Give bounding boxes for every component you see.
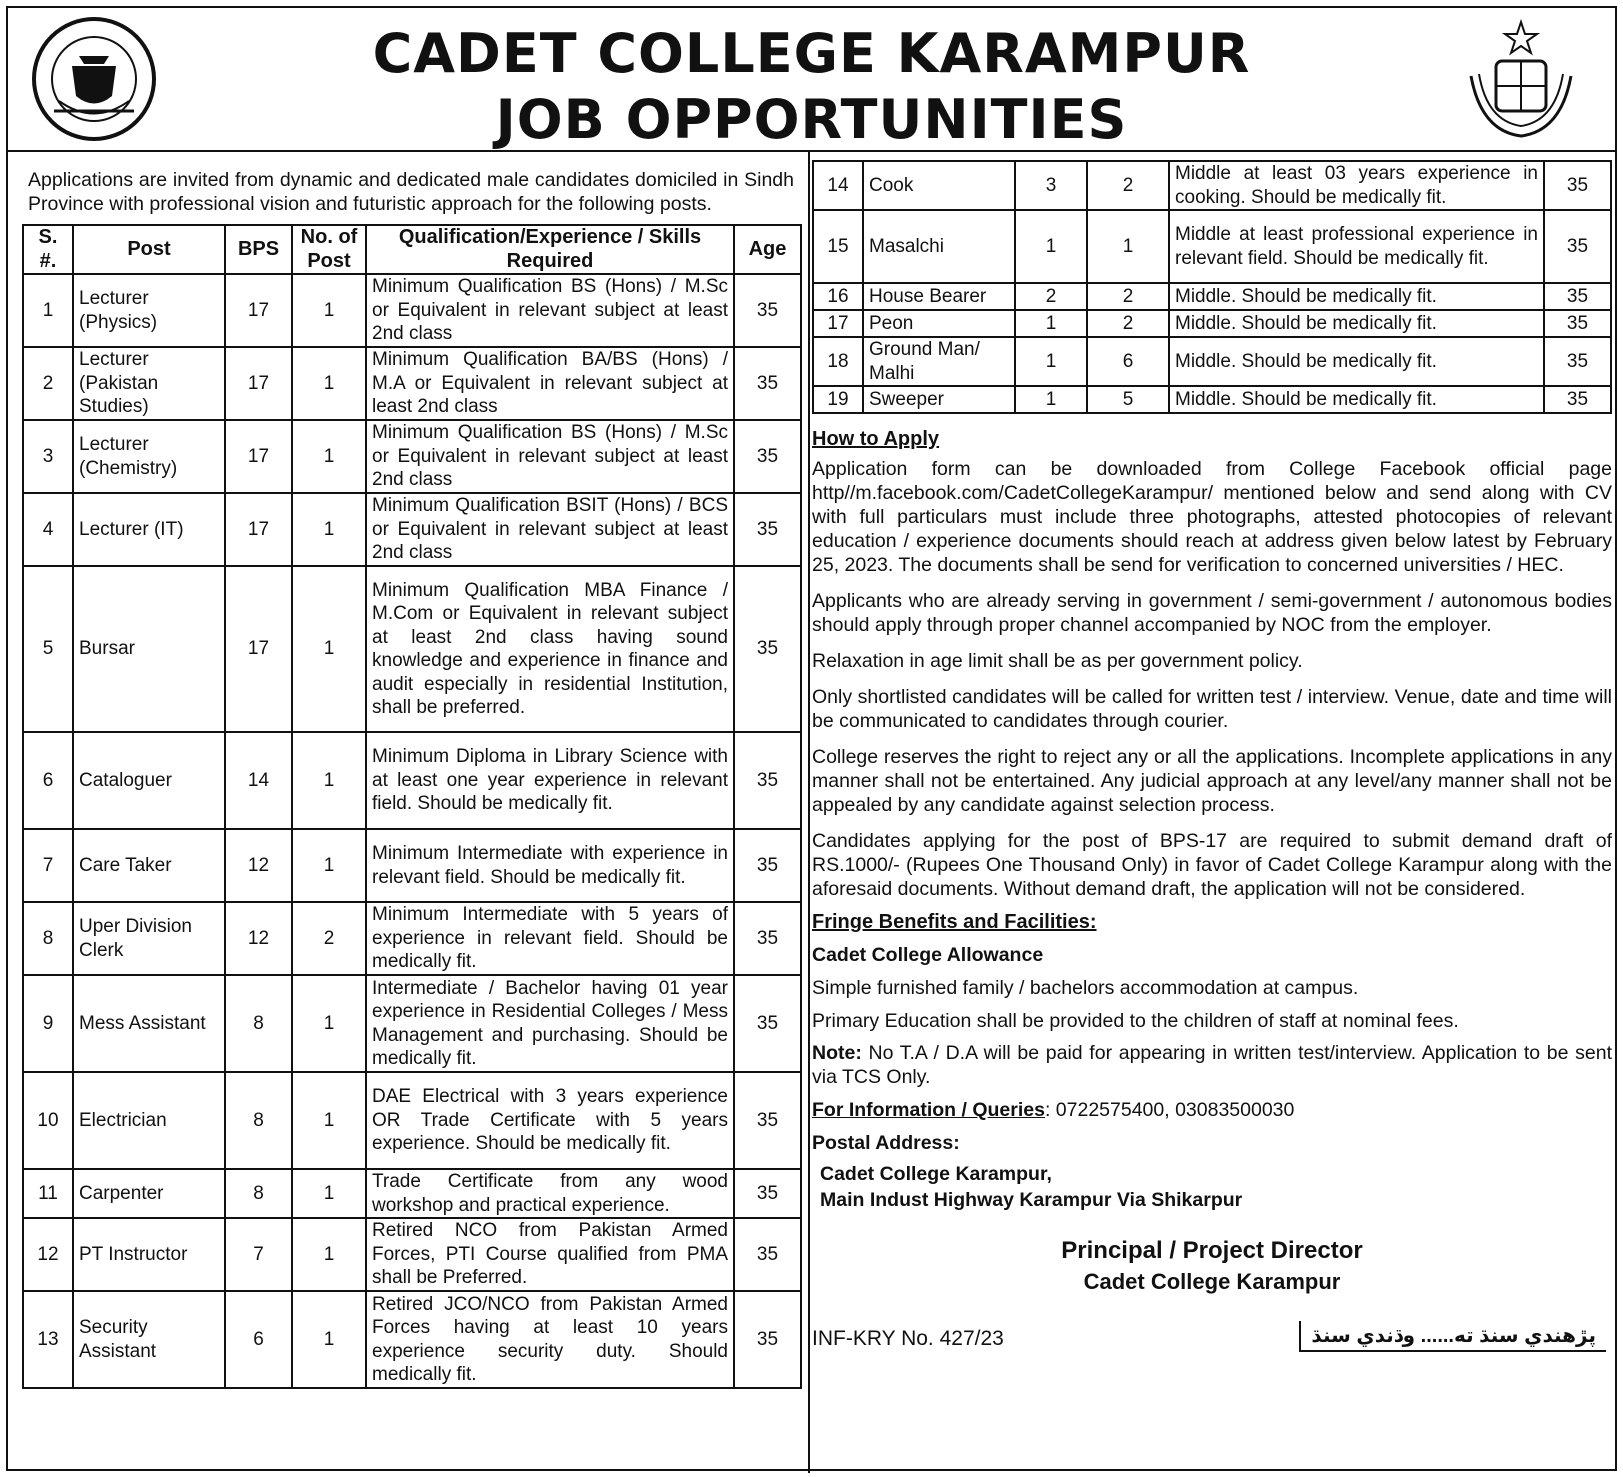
serial-number-cell: 19 — [813, 386, 863, 413]
jobs-table-left — [22, 224, 802, 1389]
postal-address-label: Postal Address: — [812, 1132, 960, 1154]
age-cell: 35 — [734, 829, 801, 902]
table-row — [813, 161, 1611, 210]
how-to-apply-title: How to Apply — [812, 428, 940, 450]
header — [8, 8, 1615, 152]
bps-cell: 1 — [1015, 337, 1087, 386]
serial-number-cell: 2 — [23, 347, 73, 420]
page-title: CADET COLLEGE KARAMPUR — [372, 22, 1251, 85]
number-of-posts-cell: 1 — [292, 274, 366, 347]
serial-number-cell: 8 — [23, 902, 73, 975]
age-cell: 35 — [1544, 337, 1611, 386]
qualification-cell: Middle at least professional experience in relevant field. Should be medically fit. — [1169, 210, 1544, 283]
table-row — [23, 1291, 801, 1388]
table-row — [23, 493, 801, 566]
number-of-posts-cell: 2 — [292, 902, 366, 975]
table-row — [813, 210, 1611, 283]
number-of-posts-cell: 5 — [1087, 386, 1169, 413]
post-cell: Masalchi — [863, 210, 1015, 283]
bps-cell: 8 — [225, 1169, 292, 1218]
information-line — [812, 1099, 1612, 1122]
number-of-posts-cell: 2 — [1087, 161, 1169, 210]
bps-cell: 17 — [225, 274, 292, 347]
table-row — [23, 347, 801, 420]
number-of-posts-cell: 6 — [1087, 337, 1169, 386]
reference-number: INF-KRY No. 427/23 — [812, 1327, 1004, 1350]
bps-cell: 17 — [225, 566, 292, 732]
note-label: Note: — [812, 1042, 862, 1064]
serial-number-cell: 13 — [23, 1291, 73, 1388]
col-header-num: No. of Post — [292, 225, 366, 274]
serial-number-cell: 1 — [23, 274, 73, 347]
age-cell: 35 — [1544, 161, 1611, 210]
fringe-item-education: Primary Education shall be provided to the children of staff at nominal fees. — [812, 1010, 1459, 1032]
age-cell: 35 — [734, 1291, 801, 1388]
apply-paragraph-3: Relaxation in age limit shall be as per government policy. — [812, 650, 1303, 672]
post-cell: Cook — [863, 161, 1015, 210]
number-of-posts-cell: 1 — [292, 732, 366, 829]
bps-cell: 7 — [225, 1218, 292, 1291]
qualification-cell: Middle. Should be medically fit. — [1169, 386, 1544, 413]
qualification-cell: Middle at least 03 years experience in cooking. Should be medically fit. — [1169, 161, 1544, 210]
qualification-cell: Minimum Intermediate with experience in relevant field. Should be medically fit. — [366, 829, 734, 902]
allowance-heading: Cadet College Allowance — [812, 944, 1044, 966]
signatory-org: Cadet College Karampur — [1083, 1269, 1341, 1294]
apply-paragraph-2: Applicants who are already serving in government / semi-government / autonomous bodies should apply through proper channel accompanied by NOC from the employer. — [812, 590, 1612, 636]
qualification-cell: DAE Electrical with 3 years experience OR Trade Certificate with 5 years experience. Should be medically fit. — [366, 1072, 734, 1169]
age-cell: 35 — [1544, 210, 1611, 283]
number-of-posts-cell: 1 — [292, 420, 366, 493]
qualification-cell: Middle. Should be medically fit. — [1169, 310, 1544, 337]
bps-cell: 17 — [225, 347, 292, 420]
post-cell: Sweeper — [863, 386, 1015, 413]
post-cell: Ground Man/ Malhi — [863, 337, 1015, 386]
age-cell: 35 — [734, 274, 801, 347]
serial-number-cell: 6 — [23, 732, 73, 829]
serial-number-cell: 3 — [23, 420, 73, 493]
table-row — [23, 732, 801, 829]
age-cell: 35 — [734, 566, 801, 732]
qualification-cell: Middle. Should be medically fit. — [1169, 337, 1544, 386]
table-row — [23, 902, 801, 975]
page-subtitle: JOB OPPORTUNITIES — [495, 88, 1128, 151]
table-header-row — [23, 225, 801, 274]
apply-paragraph-4: Only shortlisted candidates will be called for written test / interview. Venue, date and time will be communicated to candidates through courier. — [812, 686, 1612, 732]
jobs-table-right — [812, 160, 1612, 414]
post-cell: House Bearer — [863, 283, 1015, 310]
apply-paragraph-6: Candidates applying for the post of BPS-17 are required to submit demand draft of RS.1000/- (Rupees One Thousand Only) in favor of Cadet College Karampur along with the aforesaid documents. Without demand draft, the application will not be considered. — [812, 830, 1612, 900]
apply-paragraph-5: College reserves the right to reject any or all the applications. Incomplete applications in any manner shall not be entertained. Any judicial approach at any level/any manner shall not be appealed by any candidate against selection process. — [812, 746, 1612, 816]
qualification-cell: Minimum Qualification BA/BS (Hons) / M.A or Equivalent in relevant subject at least 2nd class — [366, 347, 734, 420]
post-cell: Lecturer (Pakistan Studies) — [73, 347, 225, 420]
number-of-posts-cell: 1 — [292, 566, 366, 732]
number-of-posts-cell: 1 — [292, 493, 366, 566]
bps-cell: 8 — [225, 975, 292, 1072]
table-row — [23, 566, 801, 732]
qualification-cell: Retired JCO/NCO from Pakistan Armed Forces having at least 10 years experience security duty. Should medically fit. — [366, 1291, 734, 1388]
post-cell: Lecturer (Chemistry) — [73, 420, 225, 493]
table-row — [23, 975, 801, 1072]
table-row — [23, 1169, 801, 1218]
table-row — [23, 829, 801, 902]
signature-block — [812, 1237, 1612, 1295]
age-cell: 35 — [734, 1169, 801, 1218]
post-cell: Care Taker — [73, 829, 225, 902]
serial-number-cell: 16 — [813, 283, 863, 310]
bps-cell: 3 — [1015, 161, 1087, 210]
number-of-posts-cell: 1 — [292, 1218, 366, 1291]
bps-cell: 1 — [1015, 210, 1087, 283]
number-of-posts-cell: 1 — [292, 1072, 366, 1169]
information-numbers: : 0722575400, 03083500030 — [1044, 1099, 1295, 1121]
bps-cell: 8 — [225, 1072, 292, 1169]
serial-number-cell: 11 — [23, 1169, 73, 1218]
table-row — [23, 1218, 801, 1291]
qualification-cell: Minimum Qualification BSIT (Hons) / BCS or Equivalent in relevant subject at least 2nd class — [366, 493, 734, 566]
col-header-post: Post — [73, 225, 225, 274]
table-row — [813, 283, 1611, 310]
serial-number-cell: 10 — [23, 1072, 73, 1169]
qualification-cell: Trade Certificate from any wood workshop and practical experience. — [366, 1169, 734, 1218]
bps-cell: 17 — [225, 493, 292, 566]
post-cell: Cataloguer — [73, 732, 225, 829]
postal-address — [820, 1161, 1612, 1213]
intro-paragraph: Applications are invited from dynamic and dedicated male candidates domiciled in Sindh Province with professional vision and futuristic approach for the following posts. — [28, 169, 794, 215]
age-cell: 35 — [734, 732, 801, 829]
table-row — [23, 420, 801, 493]
table-row — [23, 274, 801, 347]
age-cell: 35 — [1544, 283, 1611, 310]
bps-cell: 1 — [1015, 310, 1087, 337]
fringe-benefits-title: Fringe Benefits and Facilities: — [812, 911, 1097, 933]
number-of-posts-cell: 1 — [292, 829, 366, 902]
column-divider — [808, 152, 810, 1473]
qualification-cell: Intermediate / Bachelor having 01 year experience in Residential Colleges / Mess Management and purchasing. Should be medically fit. — [366, 975, 734, 1072]
post-cell: Peon — [863, 310, 1015, 337]
qualification-cell: Minimum Qualification BS (Hons) / M.Sc or Equivalent in relevant subject at least 2nd class — [366, 420, 734, 493]
sindhi-slogan: پڙهندي سنڌ ته...... وڌندي سنڌ — [1299, 1321, 1606, 1352]
number-of-posts-cell: 1 — [292, 347, 366, 420]
qualification-cell: Minimum Intermediate with 5 years of experience in relevant field. Should be medically fit. — [366, 902, 734, 975]
age-cell: 35 — [734, 420, 801, 493]
post-cell: Mess Assistant — [73, 975, 225, 1072]
bps-cell: 12 — [225, 902, 292, 975]
qualification-cell: Minimum Qualification BS (Hons) / M.Sc or Equivalent in relevant subject at least 2nd class — [366, 274, 734, 347]
note-text: No T.A / D.A will be paid for appearing in written test/interview. Application to be sent via TCS Only. — [812, 1042, 1613, 1088]
table-row — [23, 1072, 801, 1169]
bps-cell: 12 — [225, 829, 292, 902]
bps-cell: 2 — [1015, 283, 1087, 310]
col-header-bps: BPS — [225, 225, 292, 274]
serial-number-cell: 4 — [23, 493, 73, 566]
serial-number-cell: 15 — [813, 210, 863, 283]
information-label: For Information / Queries — [812, 1099, 1045, 1121]
age-cell: 35 — [734, 347, 801, 420]
note-paragraph — [812, 1041, 1612, 1089]
age-cell: 35 — [1544, 386, 1611, 413]
qualification-cell: Minimum Diploma in Library Science with at least one year experience in relevant field. Should be medically fit. — [366, 732, 734, 829]
serial-number-cell: 18 — [813, 337, 863, 386]
age-cell: 35 — [734, 902, 801, 975]
postal-line-2: Main Indust Highway Karampur Via Shikarpur — [820, 1189, 1243, 1211]
age-cell: 35 — [734, 1072, 801, 1169]
post-cell: Bursar — [73, 566, 225, 732]
serial-number-cell: 9 — [23, 975, 73, 1072]
qualification-cell: Middle. Should be medically fit. — [1169, 283, 1544, 310]
number-of-posts-cell: 1 — [292, 1169, 366, 1218]
post-cell: Security Assistant — [73, 1291, 225, 1388]
fringe-item-accommodation: Simple furnished family / bachelors accommodation at campus. — [812, 977, 1359, 999]
serial-number-cell: 14 — [813, 161, 863, 210]
apply-paragraph-1: Application form can be downloaded from College Facebook official page http//m.facebook.com/CadetCollegeKarampur/ mentioned below and send along with CV with full particulars must include three photographs, attested photocopies of relevant education / experience documents should reach at address given below latest by February 25, 2023. The documents shall be send for verification to concerned universities / HEC. — [812, 458, 1612, 576]
post-cell: Electrician — [73, 1072, 225, 1169]
postal-line-1: Cadet College Karampur, — [820, 1163, 1052, 1185]
age-cell: 35 — [1544, 310, 1611, 337]
signatory-title: Principal / Project Director — [1061, 1237, 1363, 1264]
number-of-posts-cell: 2 — [1087, 310, 1169, 337]
left-column — [22, 160, 802, 1389]
number-of-posts-cell: 1 — [1087, 210, 1169, 283]
col-header-age: Age — [734, 225, 801, 274]
qualification-cell: Retired NCO from Pakistan Armed Forces, PTI Course qualified from PMA shall be Preferred. — [366, 1218, 734, 1291]
number-of-posts-cell: 1 — [292, 975, 366, 1072]
table-row — [813, 386, 1611, 413]
number-of-posts-cell: 1 — [292, 1291, 366, 1388]
table-row — [813, 337, 1611, 386]
post-cell: PT Instructor — [73, 1218, 225, 1291]
number-of-posts-cell: 2 — [1087, 283, 1169, 310]
qualification-cell: Minimum Qualification MBA Finance / M.Com or Equivalent in relevant subject at least 2nd class having sound knowledge and experience in finance and audit especially in residential Institution, shall be preferred. — [366, 566, 734, 732]
post-cell: Lecturer (Physics) — [73, 274, 225, 347]
col-header-sn: S. #. — [23, 225, 73, 274]
serial-number-cell: 7 — [23, 829, 73, 902]
col-header-qualification: Qualification/Experience / Skills Required — [366, 225, 734, 274]
post-cell: Uper Division Clerk — [73, 902, 225, 975]
table-row — [813, 310, 1611, 337]
advertisement-frame — [6, 6, 1617, 1471]
bps-cell: 1 — [1015, 386, 1087, 413]
bps-cell: 17 — [225, 420, 292, 493]
footer — [812, 1319, 1612, 1359]
serial-number-cell: 5 — [23, 566, 73, 732]
age-cell: 35 — [734, 493, 801, 566]
bps-cell: 14 — [225, 732, 292, 829]
post-cell: Carpenter — [73, 1169, 225, 1218]
right-column — [812, 160, 1612, 1359]
serial-number-cell: 12 — [23, 1218, 73, 1291]
bps-cell: 6 — [225, 1291, 292, 1388]
age-cell: 35 — [734, 975, 801, 1072]
post-cell: Lecturer (IT) — [73, 493, 225, 566]
age-cell: 35 — [734, 1218, 801, 1291]
sindh-government-emblem — [1451, 16, 1591, 146]
serial-number-cell: 17 — [813, 310, 863, 337]
